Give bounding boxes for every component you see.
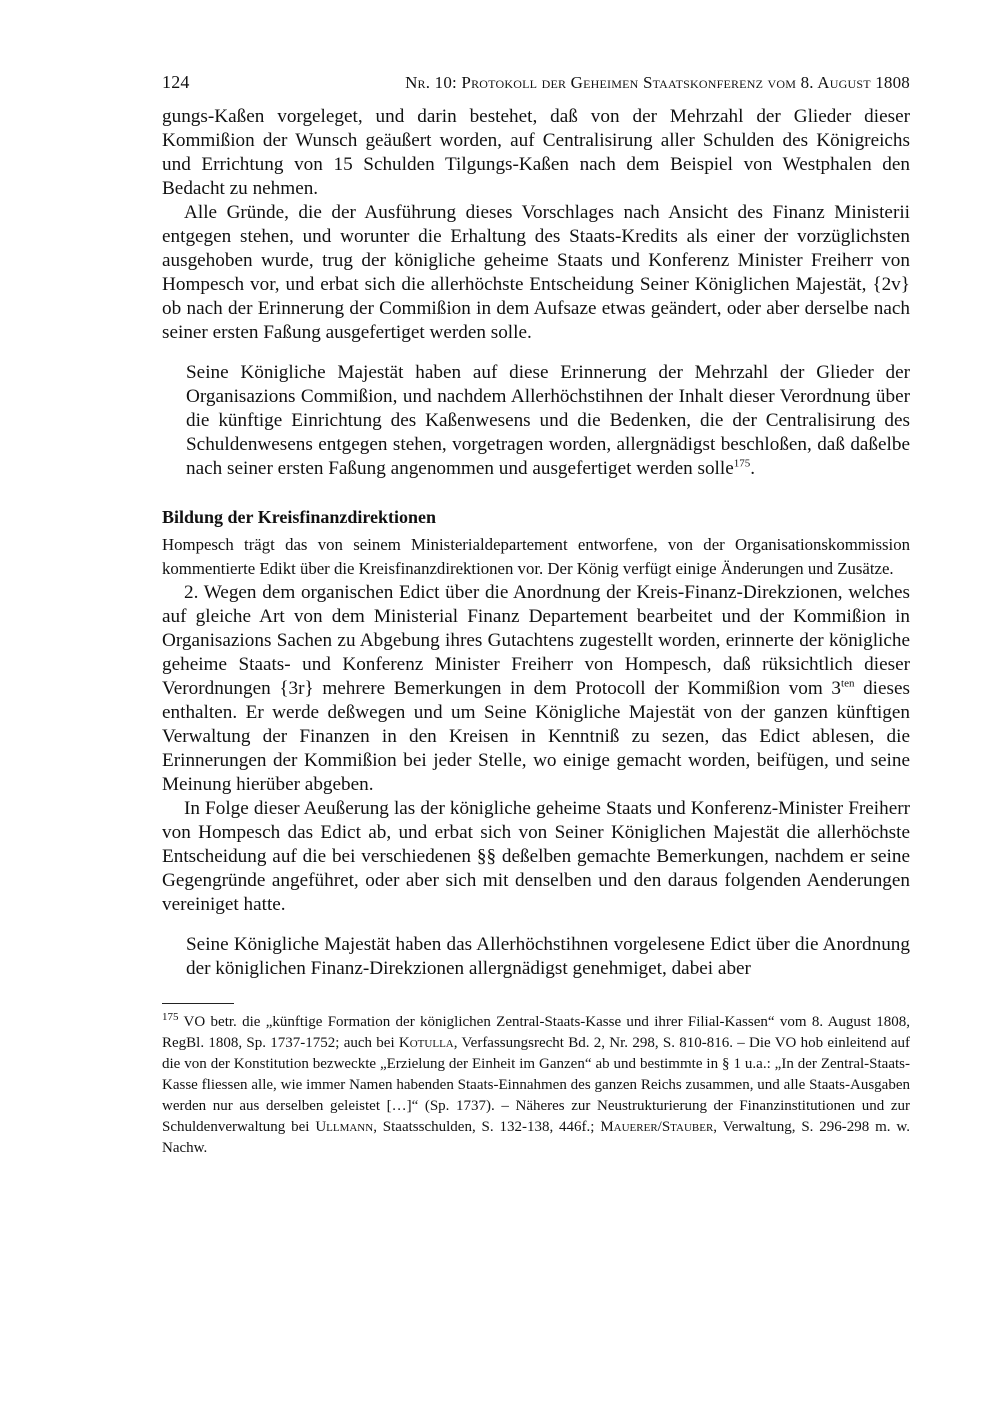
author-name: Ullmann [315,1119,374,1135]
main-text [162,105,910,981]
paragraph-edict-reading: In Folge dieser Aeußerung las der königliche geheime Staats und Konferenz-Minister Freiherr von Hompesch das Edict ab, und erbat sich von Seiner Königlichen Majestät die allerhöchste Entscheidung auf die bei verschiedenen §§ deßelben gemachte Bemerkungen, nachdem er seine Gegengründe angeführet, oder aber sich mit denselben und den daraus folgenden Aenderungen vereiniget hatte. [162,798,910,915]
paragraph-continuation: gungs-Kaßen vorgeleget, und darin bestehet, daß von der Mehrzahl der Glieder dieser Kommißion der Wunsch geäußert worden, auf Centralisirung aller Schulden des Königreichs und Errichtung von 15 Schulden Tilgungs-Kaßen nach dem Beispiel von Westphalen den Bedacht zu nehmen. [162,106,910,199]
footnote-reference[interactable]: 175 [733,457,751,470]
footnote-separator [162,1003,234,1004]
royal-decision-1 [186,361,910,481]
footnote-text: , Verwaltung, S. 296-298 m. w. Nachw. [162,1119,910,1156]
running-header [162,72,910,93]
section-heading: Bildung der Kreisfinanzdirektionen [162,507,437,527]
section-summary: Hompesch trägt das von seinem Ministerialdepartement entworfene, von der Organisationskommission kommentierte Edikt über die Kreisfinanzdirektionen vor. Der König verfügt einige Änderungen und Zusätze. [162,535,910,578]
page-number: 124 [162,72,190,92]
footnote-text: , Staatsschulden, S. 132-138, 446f.; [373,1119,601,1135]
edict-text-b: dieses enthalten. Er werde deßwegen und um Seine Königliche Majestät von der ganzen künftigen Verwaltung der Finanzen in den Kreisen in Kenntniß zu sezen, das Edict ablesen, die Erinnerungen der Kommißion bei jeder Stelle, wo einige gemacht worden, beifügen, und seine Meinung hierüber abgeben. [162,678,910,795]
footnote-175 [162,1012,910,1159]
royal-decision-2: Seine Königliche Majestät haben das Allerhöchstihnen vorgelesene Edict über die Anordnung der königlichen Finanz-Direkzionen allergnädigst genehmiget, dabei aber [186,934,910,979]
document-page [162,72,910,1159]
footnote-text: VO betr. die „künftige Formation der königlichen Zentral-Staats-Kasse und ihrer Filial-Kassen“ vom 8. August 1808, RegBl. 1808, Sp. 1737-1752; auch bei [162,1014,910,1051]
paragraph-hompesch-report: Alle Gründe, die der Ausführung dieses Vorschlages nach Ansicht des Finanz Ministerii entgegen stehen, und worunter die Erhaltung des Staats-Kredits als einer der vorzüglichsten ausgehoben wurde, trug der königliche geheime Staats und Konferenz Minister Freiherr von Hompesch vor, und erbat sich die allerhöchste Entscheidung Seiner Königlichen Majestät, {2v} ob nach der Erinnerung der Commißion in dem Aufsaze etwas geändert, oder aber derselbe nach seiner ersten Faßung ausgefertiget werden solle. [162,202,910,343]
author-name: Kotulla [398,1035,454,1051]
running-title: Nr. 10: Protokoll der Geheimen Staatskonferenz vom 8. August 1808 [405,73,910,92]
decision-period: . [750,458,756,479]
decision-text: Seine Königliche Majestät haben auf diese Erinnerung der Mehrzahl der Glieder der Organisazions Commißion, und nachdem Allerhöchstihnen der Inhalt dieser Verordnung über die künftige Einrichtung des Kaßenwesens und die Bedenken, die der Centralisirung des Schuldenwesens entgegen stehen, vorgetragen worden, allergnädigst beschloßen, daß daßelbe nach seiner ersten Faßung angenommen und ausgefertiget werden solle [186,362,910,479]
edict-text-a: 2. Wegen dem organischen Edict über die Anordnung der Kreis-Finanz-Direkzionen, welches auf gleiche Art von dem Ministerial Finanz Departement bearbeitet und der Kommißion in Organisazions Sachen zu Abgebung ihres Gutachtens zugestellt worden, erinnerte der königliche geheime Staats- und Konferenz Minister Freiherr von Hompesch, daß rüksichtlich dieser Verordnungen {3r} mehrere Bemerkungen in dem Protocoll der Kommißion vom 3 [162,582,910,699]
author-name: Mauerer/Stauber [600,1119,714,1135]
footnote-number: 175 [162,1011,179,1023]
ordinal-superscript: ten [841,677,855,690]
footnote-text: , Verfassungsrecht Bd. 2, Nr. 298, S. 810-816. – Die VO hob einleitend auf die von der Konstitution bezweckte „Erzielung der Einheit im Ganzen“ ab und bestimmte in § 1 u.a.: „In der Zentral-Staats-Kasse fliessen alle, wie immer Namen habenden Staats-Einnahmen des ganzen Reichs zusammen, und alle Staats-Ausgaben werden nur aus derselben geleistet […]“ (Sp. 1737). – Näheres zur Neustrukturierung der Finanzinstitutionen und zur Schuldenverwaltung bei [162,1035,910,1135]
paragraph-edict [162,581,910,797]
